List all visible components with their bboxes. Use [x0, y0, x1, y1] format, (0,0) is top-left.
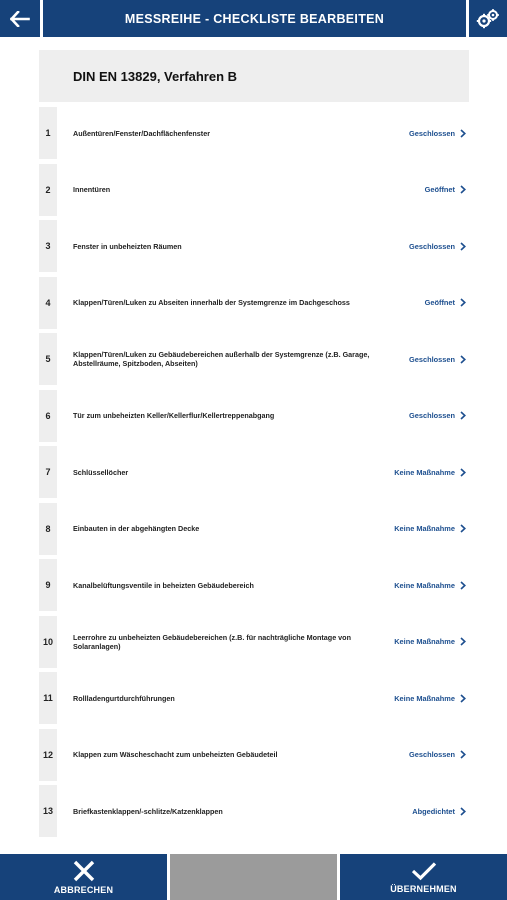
row-label: Fenster in unbeheizten Räumen	[73, 241, 182, 251]
checklist-row[interactable]	[39, 107, 469, 159]
chevron-right-icon	[460, 242, 466, 251]
chevron-right-icon	[460, 694, 466, 703]
row-status-selector[interactable]	[409, 355, 469, 364]
row-status-value: Geschlossen	[408, 128, 455, 138]
row-number: 4	[39, 277, 57, 329]
row-number: 9	[39, 559, 57, 611]
page-title: MESSREIHE - CHECKLISTE BEARBEITEN	[43, 0, 466, 37]
checklist-row[interactable]	[39, 672, 469, 724]
apply-button[interactable]	[340, 854, 507, 900]
back-arrow-icon	[10, 11, 30, 27]
row-number: 5	[39, 333, 57, 385]
chevron-right-icon	[460, 524, 466, 533]
spacer-button	[170, 854, 337, 900]
row-label: Briefkastenklappen/-schlitze/Katzenklappen	[73, 806, 223, 816]
chevron-right-icon	[460, 807, 466, 816]
row-label: Tür zum unbeheizten Keller/Kellerflur/Kellertreppenabgang	[73, 411, 275, 420]
bottom-bar	[0, 854, 507, 900]
checklist-row[interactable]	[39, 616, 469, 668]
gears-icon	[476, 9, 500, 29]
row-label: Klappen zum Wäscheschacht zum unbeheizten Gebäudeteil	[73, 750, 278, 759]
row-label: Rollladengurtdurchführungen	[73, 693, 175, 703]
row-status-selector[interactable]	[394, 468, 469, 477]
row-status-selector[interactable]	[409, 129, 469, 138]
row-status-value: Geschlossen	[408, 750, 455, 759]
checklist-row[interactable]	[39, 503, 469, 555]
close-x-icon	[72, 860, 96, 882]
settings-button[interactable]	[469, 0, 507, 37]
row-status-selector[interactable]	[394, 524, 469, 533]
checklist-row[interactable]	[39, 390, 469, 442]
row-status-value: Geschlossen	[408, 411, 455, 420]
checklist-row[interactable]	[39, 277, 469, 329]
row-label: Klappen/Türen/Luken zu Gebäudebereichen außerhalb der Systemgrenze (z.B. Garage, Abstellräume, Spitzboden, Abseiten)	[73, 350, 370, 368]
row-number: 13	[39, 785, 57, 837]
row-status-value: Keine Maßnahme	[394, 637, 455, 646]
chevron-right-icon	[460, 355, 466, 364]
row-number: 6	[39, 390, 57, 442]
row-number: 12	[39, 729, 57, 781]
checklist-list	[39, 107, 469, 842]
row-number: 3	[39, 220, 57, 272]
row-status-value: Geöffnet	[424, 185, 455, 194]
chevron-right-icon	[460, 411, 466, 420]
checklist-row[interactable]	[39, 220, 469, 272]
checklist-row[interactable]	[39, 559, 469, 611]
row-status-selector[interactable]	[394, 694, 469, 703]
row-number: 10	[39, 616, 57, 668]
checklist-title: DIN EN 13829, Verfahren B	[73, 68, 238, 84]
row-status-selector[interactable]	[409, 242, 469, 251]
chevron-right-icon	[460, 185, 466, 194]
row-status-selector[interactable]	[394, 637, 469, 646]
checklist-header	[39, 50, 469, 102]
row-number: 8	[39, 503, 57, 555]
chevron-right-icon	[460, 581, 466, 590]
checklist-row[interactable]	[39, 446, 469, 498]
chevron-right-icon	[460, 468, 466, 477]
cancel-label: ABBRECHEN	[53, 884, 114, 895]
row-number: 7	[39, 446, 57, 498]
apply-label: ÜBERNEHMEN	[390, 883, 457, 894]
checklist-row[interactable]	[39, 785, 469, 837]
top-bar	[0, 0, 507, 37]
row-label: Einbauten in der abgehängten Decke	[73, 524, 200, 533]
back-button[interactable]	[0, 0, 40, 37]
row-status-selector[interactable]	[409, 411, 469, 420]
row-status-value: Keine Maßnahme	[394, 467, 455, 477]
row-status-selector[interactable]	[409, 750, 469, 759]
row-status-selector[interactable]	[394, 581, 469, 590]
row-status-value: Geschlossen	[408, 241, 455, 251]
row-status-selector[interactable]	[425, 185, 469, 194]
row-label: Kanalbelüftungsventile in beheizten Gebäudebereich	[73, 580, 254, 590]
row-label: Schlüssellöcher	[73, 467, 129, 477]
row-status-value: Keine Maßnahme	[394, 524, 455, 533]
row-label: Innentüren	[73, 185, 111, 194]
row-status-selector[interactable]	[412, 807, 469, 816]
row-label: Klappen/Türen/Luken zu Abseiten innerhalb der Systemgrenze im Dachgeschoss	[73, 298, 350, 307]
row-number: 1	[39, 107, 57, 159]
chevron-right-icon	[460, 637, 466, 646]
row-number: 2	[39, 164, 57, 216]
cancel-button[interactable]	[0, 854, 167, 900]
row-label: Außentüren/Fenster/Dachflächenfenster	[73, 128, 210, 138]
chevron-right-icon	[460, 129, 466, 138]
checklist-row[interactable]	[39, 164, 469, 216]
row-status-value: Abgedichtet	[412, 806, 455, 816]
row-status-value: Geöffnet	[424, 298, 455, 307]
row-status-value: Geschlossen	[408, 354, 455, 364]
row-status-value: Keine Maßnahme	[394, 693, 455, 703]
chevron-right-icon	[460, 750, 466, 759]
checklist-row[interactable]	[39, 333, 469, 385]
checklist-row[interactable]	[39, 729, 469, 781]
row-label: Leerrohre zu unbeheizten Gebäudebereichen (z.B. für nachträgliche Montage von Solaranlagen)	[73, 632, 351, 651]
row-status-selector[interactable]	[425, 298, 469, 307]
row-status-value: Keine Maßnahme	[394, 580, 455, 590]
chevron-right-icon	[460, 298, 466, 307]
checkmark-icon	[411, 861, 437, 881]
row-number: 11	[39, 672, 57, 724]
